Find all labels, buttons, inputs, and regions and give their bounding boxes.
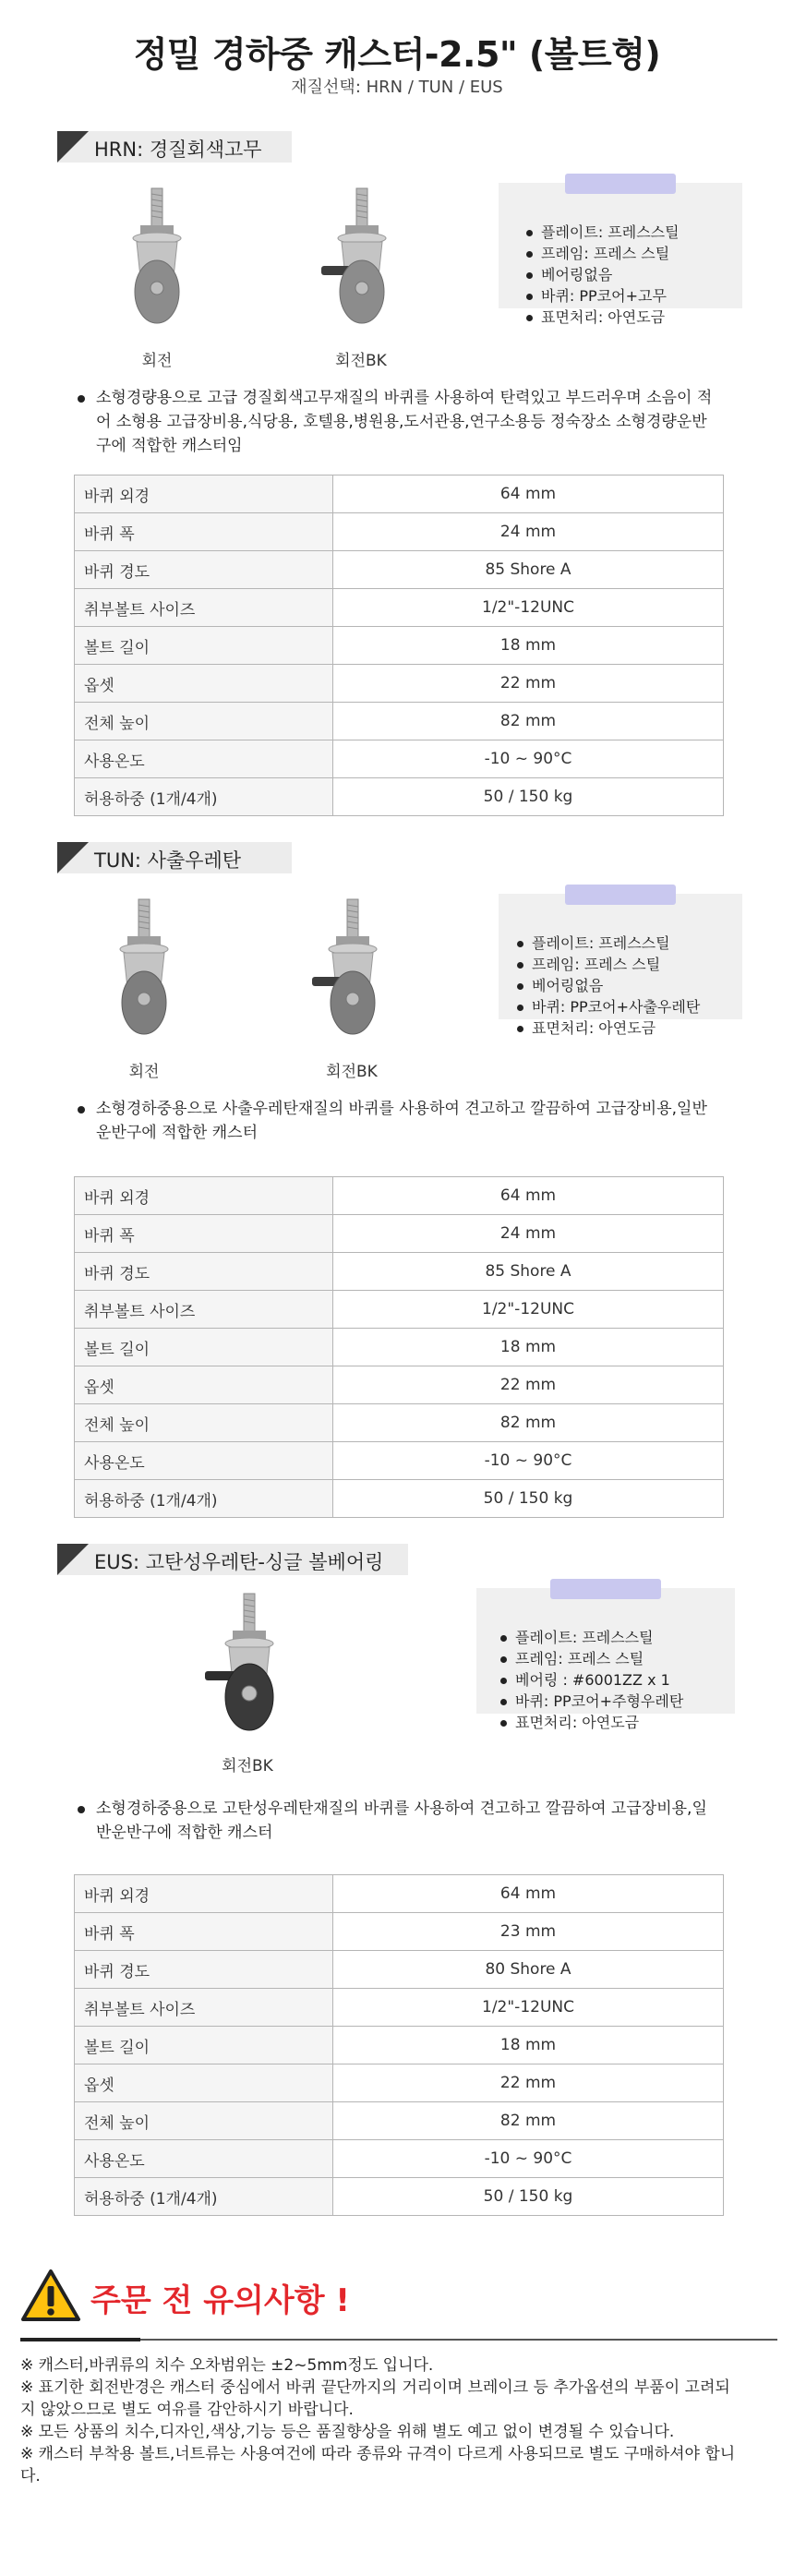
spec-item: 바퀴: PP코어+고무 [524, 285, 768, 307]
table-row: 옵셋 22 mm [75, 665, 724, 703]
spec-item: 플레이트: 프레스스틸 [499, 1627, 757, 1648]
spec-item: 프레임: 프레스 스틸 [515, 954, 759, 975]
spec-table-eus [74, 1874, 724, 2216]
product-description: 소형경량용으로 고급 경질회색고무재질의 바퀴를 사용하여 탄력있고 부드러우며 소음이 적어 소형용 고급장비용,식당용, 호텔용,병원용,도서관용,연구소용등 정숙장소 소형경량운반구에 적합한 캐스터임 [76, 386, 722, 458]
spec-item: 바퀴: PP코어+주형우레탄 [499, 1691, 757, 1712]
table-row: 전체 높이 82 mm [75, 2102, 724, 2140]
notice-divider [20, 2339, 777, 2341]
spec-summary-box [499, 894, 742, 1037]
caster-brake-image [310, 185, 412, 342]
spec-item: 바퀴: PP코어+사출우레탄 [515, 996, 759, 1017]
spec-item: 베어링없음 [524, 264, 768, 285]
product-image-swivel [100, 896, 188, 1081]
spec-summary-list [515, 933, 759, 1039]
table-row: 바퀴 외경 64 mm [75, 1875, 724, 1913]
spec-box-tab [565, 885, 676, 905]
product-image-swivel-brake [310, 185, 412, 370]
table-row: 사용온도 -10 ~ 90°C [75, 1442, 724, 1480]
product-description: 소형경하중용으로 사출우레탄재질의 바퀴를 사용하여 견고하고 깔끔하여 고급장비용,일반운반구에 적합한 캐스터 [76, 1097, 722, 1145]
spec-summary-list [499, 1627, 757, 1733]
spec-item: 플레이트: 프레스스틸 [524, 222, 768, 243]
table-row: 바퀴 폭 23 mm [75, 1913, 724, 1951]
product-image-swivel-brake [192, 1590, 303, 1776]
caster-image [113, 185, 201, 342]
table-row: 바퀴 경도 80 Shore A [75, 1951, 724, 1989]
table-row: 옵셋 22 mm [75, 2064, 724, 2102]
section-marker-icon [57, 1544, 89, 1575]
caster-brake-image [301, 896, 403, 1053]
product-image-swivel [113, 185, 201, 370]
spec-table-tun [74, 1176, 724, 1518]
table-row: 옵셋 22 mm [75, 1366, 724, 1404]
notice-list [20, 2354, 740, 2487]
product-caption: 회전 [141, 352, 173, 370]
spec-item: 베어링 : #6001ZZ x 1 [499, 1669, 757, 1691]
spec-summary-box [476, 1588, 735, 1731]
table-row: 바퀴 외경 64 mm [75, 475, 724, 513]
material-selection-subtitle: 재질선택: HRN / TUN / EUS [291, 78, 503, 97]
table-row: 볼트 길이 18 mm [75, 1329, 724, 1366]
product-image-swivel-brake [301, 896, 403, 1081]
product-caption: 회전BK [222, 1757, 273, 1776]
notice-item: ※ 캐스터 부착용 볼트,너트류는 사용여건에 따라 종류와 규격이 다르게 사용되므로 별도 구매하셔야 합니다. [20, 2445, 736, 2486]
table-row: 바퀴 폭 24 mm [75, 1215, 724, 1253]
spec-item: 프레임: 프레스 스틸 [524, 243, 768, 264]
spec-summary-box [499, 183, 742, 326]
product-description: 소형경하중용으로 고탄성우레탄재질의 바퀴를 사용하여 견고하고 깔끔하여 고급장비용,일반운반구에 적합한 캐스터 [76, 1797, 722, 1845]
product-caption: 회전BK [326, 1063, 378, 1081]
table-row: 전체 높이 82 mm [75, 703, 724, 740]
spec-item: 표면처리: 아연도금 [515, 1017, 759, 1039]
spec-box-tab [550, 1579, 661, 1599]
table-row: 전체 높이 82 mm [75, 1404, 724, 1442]
table-row: 사용온도 -10 ~ 90°C [75, 740, 724, 778]
spec-item: 플레이트: 프레스스틸 [515, 933, 759, 954]
notice-item: ※ 모든 상품의 치수,디자인,색상,기능 등은 품질향상을 위해 별도 예고 없이 변경될 수 있습니다. [20, 2423, 675, 2441]
section-header-hrn: HRN: 경질회색고무 [57, 131, 292, 163]
spec-box-tab [565, 174, 676, 194]
table-row: 볼트 길이 18 mm [75, 2027, 724, 2064]
table-row: 바퀴 외경 64 mm [75, 1177, 724, 1215]
spec-table-hrn [74, 475, 724, 816]
table-row: 허용하중 (1개/4개) 50 / 150 kg [75, 1480, 724, 1518]
caster-image [100, 896, 188, 1053]
table-row: 바퀴 폭 24 mm [75, 513, 724, 551]
warning-icon [20, 2268, 81, 2323]
table-row: 볼트 길이 18 mm [75, 627, 724, 665]
notice-item: ※ 표기한 회전반경은 캐스터 중심에서 바퀴 끝단까지의 거리이며 브레이크 등 추가옵션의 부품이 고려되지 않았으므로 별도 여유를 감안하시기 바랍니다. [20, 2378, 730, 2419]
product-caption: 회전 [128, 1063, 160, 1081]
product-caption: 회전BK [335, 352, 387, 370]
table-row: 취부볼트 사이즈 1/2"-12UNC [75, 1989, 724, 2027]
table-row: 바퀴 경도 85 Shore A [75, 551, 724, 589]
section-header-tun: TUN: 사출우레탄 [57, 842, 292, 873]
spec-summary-list [524, 222, 768, 328]
section-marker-icon [57, 131, 89, 163]
spec-item: 표면처리: 아연도금 [499, 1712, 757, 1733]
table-row: 바퀴 경도 85 Shore A [75, 1253, 724, 1291]
spec-item: 베어링없음 [515, 975, 759, 996]
table-row: 취부볼트 사이즈 1/2"-12UNC [75, 1291, 724, 1329]
table-row: 허용하중 (1개/4개) 50 / 150 kg [75, 2178, 724, 2216]
section-marker-icon [57, 842, 89, 873]
table-row: 취부볼트 사이즈 1/2"-12UNC [75, 589, 724, 627]
spec-item: 표면처리: 아연도금 [524, 307, 768, 328]
spec-item: 프레임: 프레스 스틸 [499, 1648, 757, 1669]
page-title: 정밀 경하중 캐스터-2.5" (볼트형) [133, 34, 661, 75]
table-row: 사용온도 -10 ~ 90°C [75, 2140, 724, 2178]
notice-title: 주문 전 유의사항 ! [90, 2282, 350, 2319]
notice-item: ※ 캐스터,바퀴류의 치수 오차범위는 ±2~5mm정도 입니다. [20, 2356, 434, 2375]
section-header-eus: EUS: 고탄성우레탄-싱글 볼베어링 [57, 1544, 408, 1575]
caster-brake-image [192, 1590, 303, 1747]
table-row: 허용하중 (1개/4개) 50 / 150 kg [75, 778, 724, 816]
